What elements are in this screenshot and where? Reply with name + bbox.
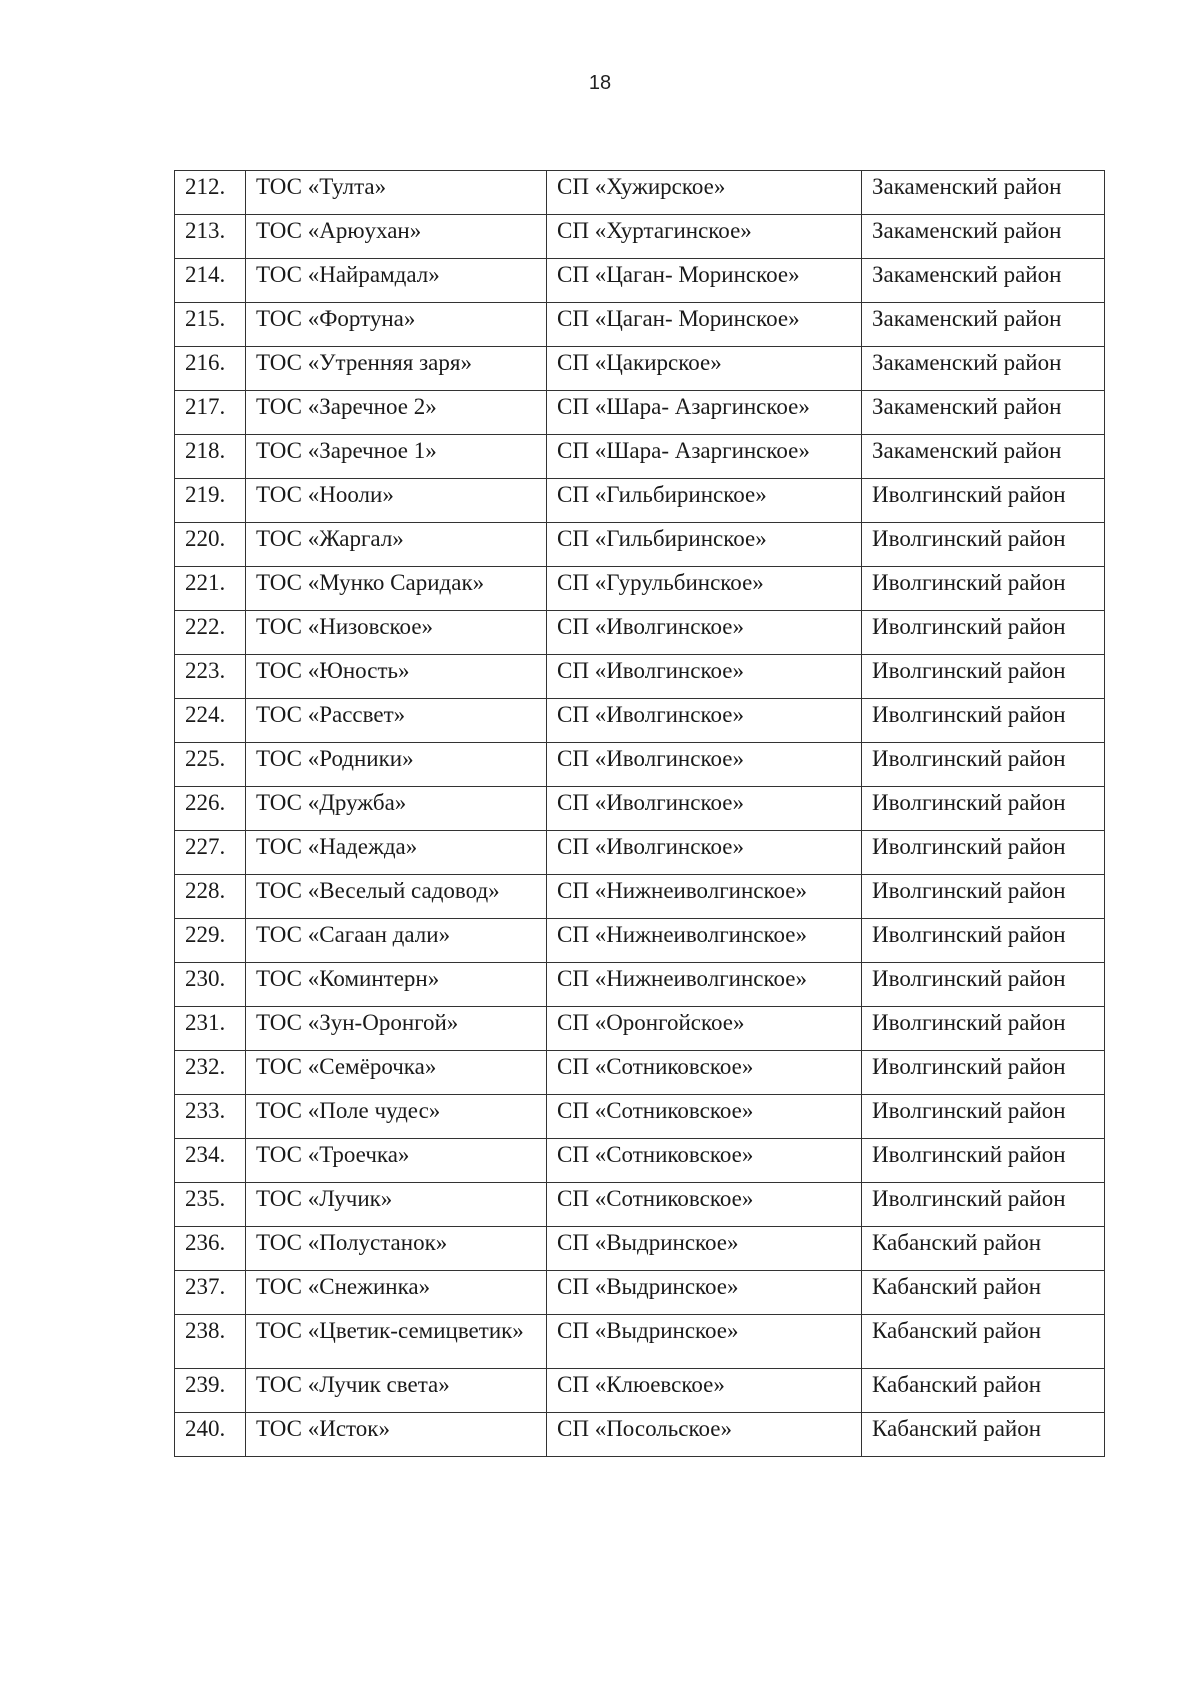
tos-name-cell: ТОС «Жаргал»	[246, 523, 547, 567]
settlement-cell: СП «Выдринское»	[547, 1227, 862, 1271]
table-row	[175, 347, 1105, 391]
table-row	[175, 699, 1105, 743]
settlement-cell: СП «Шара- Азаргинское»	[547, 391, 862, 435]
district-cell: Кабанский район	[862, 1413, 1105, 1457]
row-number-cell: 223.	[175, 655, 246, 699]
settlement-cell: СП «Выдринское»	[547, 1315, 862, 1369]
row-number-cell: 220.	[175, 523, 246, 567]
table-row	[175, 435, 1105, 479]
row-number-cell: 232.	[175, 1051, 246, 1095]
table-row	[175, 215, 1105, 259]
table-row	[175, 259, 1105, 303]
tos-name-cell: ТОС «Поле чудес»	[246, 1095, 547, 1139]
tos-name-cell: ТОС «Юность»	[246, 655, 547, 699]
district-cell: Кабанский район	[862, 1227, 1105, 1271]
table-row	[175, 1271, 1105, 1315]
table-row	[175, 919, 1105, 963]
row-number-cell: 235.	[175, 1183, 246, 1227]
row-number-cell: 225.	[175, 743, 246, 787]
row-number-cell: 230.	[175, 963, 246, 1007]
table-row	[175, 1315, 1105, 1369]
district-cell: Иволгинский район	[862, 875, 1105, 919]
row-number-cell: 217.	[175, 391, 246, 435]
tos-name-cell: ТОС «Родники»	[246, 743, 547, 787]
row-number-cell: 216.	[175, 347, 246, 391]
tos-name-cell: ТОС «Троечка»	[246, 1139, 547, 1183]
settlement-cell: СП «Хуртагинское»	[547, 215, 862, 259]
settlement-cell: СП «Иволгинское»	[547, 831, 862, 875]
table-row	[175, 523, 1105, 567]
tos-name-cell: ТОС «Снежинка»	[246, 1271, 547, 1315]
tos-name-cell: ТОС «Утренняя заря»	[246, 347, 547, 391]
tos-name-cell: ТОС «Арюухан»	[246, 215, 547, 259]
settlement-cell: СП «Шара- Азаргинское»	[547, 435, 862, 479]
page-number: 18	[588, 72, 612, 94]
settlement-cell: СП «Цаган- Моринское»	[547, 303, 862, 347]
district-cell: Иволгинский район	[862, 1007, 1105, 1051]
settlement-cell: СП «Сотниковское»	[547, 1183, 862, 1227]
settlement-cell: СП «Хужирское»	[547, 171, 862, 215]
district-cell: Иволгинский район	[862, 1051, 1105, 1095]
row-number-cell: 238.	[175, 1315, 246, 1369]
tos-registry-table	[174, 170, 1105, 1457]
settlement-cell: СП «Гильбиринское»	[547, 479, 862, 523]
settlement-cell: СП «Оронгойское»	[547, 1007, 862, 1051]
settlement-cell: СП «Сотниковское»	[547, 1139, 862, 1183]
settlement-cell: СП «Иволгинское»	[547, 611, 862, 655]
settlement-cell: СП «Посольское»	[547, 1413, 862, 1457]
row-number-cell: 215.	[175, 303, 246, 347]
tos-name-cell: ТОС «Мунко Саридак»	[246, 567, 547, 611]
district-cell: Закаменский район	[862, 391, 1105, 435]
district-cell: Кабанский район	[862, 1369, 1105, 1413]
tos-name-cell: ТОС «Дружба»	[246, 787, 547, 831]
row-number-cell: 233.	[175, 1095, 246, 1139]
district-cell: Закаменский район	[862, 215, 1105, 259]
row-number-cell: 234.	[175, 1139, 246, 1183]
tos-name-cell: ТОС «Фортуна»	[246, 303, 547, 347]
table-row	[175, 391, 1105, 435]
table-row	[175, 479, 1105, 523]
table-row	[175, 567, 1105, 611]
district-cell: Иволгинский район	[862, 919, 1105, 963]
row-number-cell: 219.	[175, 479, 246, 523]
tos-name-cell: ТОС «Надежда»	[246, 831, 547, 875]
table-row	[175, 1139, 1105, 1183]
tos-name-cell: ТОС «Исток»	[246, 1413, 547, 1457]
district-cell: Закаменский район	[862, 259, 1105, 303]
district-cell: Иволгинский район	[862, 567, 1105, 611]
table-row	[175, 655, 1105, 699]
district-cell: Иволгинский район	[862, 1183, 1105, 1227]
district-cell: Иволгинский район	[862, 743, 1105, 787]
tos-name-cell: ТОС «Низовское»	[246, 611, 547, 655]
settlement-cell: СП «Сотниковское»	[547, 1051, 862, 1095]
tos-name-cell: ТОС «Лучик света»	[246, 1369, 547, 1413]
row-number-cell: 228.	[175, 875, 246, 919]
tos-name-cell: ТОС «Веселый садовод»	[246, 875, 547, 919]
district-cell: Иволгинский район	[862, 831, 1105, 875]
settlement-cell: СП «Клюевское»	[547, 1369, 862, 1413]
table-row	[175, 743, 1105, 787]
settlement-cell: СП «Иволгинское»	[547, 699, 862, 743]
district-cell: Иволгинский район	[862, 1095, 1105, 1139]
row-number-cell: 224.	[175, 699, 246, 743]
settlement-cell: СП «Цаган- Моринское»	[547, 259, 862, 303]
table-row	[175, 171, 1105, 215]
tos-name-cell: ТОС «Цветик-семицветик»	[246, 1315, 547, 1369]
settlement-cell: СП «Гильбиринское»	[547, 523, 862, 567]
table-row	[175, 787, 1105, 831]
settlement-cell: СП «Цакирское»	[547, 347, 862, 391]
table-row	[175, 1095, 1105, 1139]
row-number-cell: 221.	[175, 567, 246, 611]
row-number-cell: 227.	[175, 831, 246, 875]
tos-name-cell: ТОС «Тулта»	[246, 171, 547, 215]
row-number-cell: 214.	[175, 259, 246, 303]
tos-name-cell: ТОС «Найрамдал»	[246, 259, 547, 303]
tos-name-cell: ТОС «Заречное 1»	[246, 435, 547, 479]
row-number-cell: 239.	[175, 1369, 246, 1413]
district-cell: Закаменский район	[862, 347, 1105, 391]
tos-name-cell: ТОС «Лучик»	[246, 1183, 547, 1227]
row-number-cell: 226.	[175, 787, 246, 831]
tos-name-cell: ТОС «Сагаан дали»	[246, 919, 547, 963]
table-row	[175, 611, 1105, 655]
district-cell: Закаменский район	[862, 303, 1105, 347]
table-row	[175, 1183, 1105, 1227]
row-number-cell: 229.	[175, 919, 246, 963]
settlement-cell: СП «Иволгинское»	[547, 743, 862, 787]
district-cell: Закаменский район	[862, 435, 1105, 479]
district-cell: Иволгинский район	[862, 655, 1105, 699]
table-row	[175, 1413, 1105, 1457]
table-row	[175, 1007, 1105, 1051]
settlement-cell: СП «Нижнеиволгинское»	[547, 875, 862, 919]
district-cell: Кабанский район	[862, 1271, 1105, 1315]
settlement-cell: СП «Иволгинское»	[547, 787, 862, 831]
tos-name-cell: ТОС «Семёрочка»	[246, 1051, 547, 1095]
district-cell: Иволгинский район	[862, 699, 1105, 743]
district-cell: Кабанский район	[862, 1315, 1105, 1369]
table-row	[175, 831, 1105, 875]
tos-name-cell: ТОС «Коминтерн»	[246, 963, 547, 1007]
tos-name-cell: ТОС «Нооли»	[246, 479, 547, 523]
table-row	[175, 303, 1105, 347]
row-number-cell: 236.	[175, 1227, 246, 1271]
district-cell: Иволгинский район	[862, 787, 1105, 831]
row-number-cell: 213.	[175, 215, 246, 259]
table-body	[175, 171, 1105, 1457]
settlement-cell: СП «Выдринское»	[547, 1271, 862, 1315]
row-number-cell: 237.	[175, 1271, 246, 1315]
table-row	[175, 1369, 1105, 1413]
table-row	[175, 1227, 1105, 1271]
table-row	[175, 875, 1105, 919]
tos-name-cell: ТОС «Полустанок»	[246, 1227, 547, 1271]
district-cell: Иволгинский район	[862, 1139, 1105, 1183]
district-cell: Иволгинский район	[862, 523, 1105, 567]
row-number-cell: 218.	[175, 435, 246, 479]
row-number-cell: 231.	[175, 1007, 246, 1051]
district-cell: Иволгинский район	[862, 479, 1105, 523]
table-row	[175, 963, 1105, 1007]
settlement-cell: СП «Нижнеиволгинское»	[547, 963, 862, 1007]
district-cell: Иволгинский район	[862, 963, 1105, 1007]
row-number-cell: 212.	[175, 171, 246, 215]
settlement-cell: СП «Сотниковское»	[547, 1095, 862, 1139]
row-number-cell: 222.	[175, 611, 246, 655]
settlement-cell: СП «Нижнеиволгинское»	[547, 919, 862, 963]
tos-name-cell: ТОС «Зун-Оронгой»	[246, 1007, 547, 1051]
tos-name-cell: ТОС «Заречное 2»	[246, 391, 547, 435]
tos-name-cell: ТОС «Рассвет»	[246, 699, 547, 743]
district-cell: Иволгинский район	[862, 611, 1105, 655]
district-cell: Закаменский район	[862, 171, 1105, 215]
row-number-cell: 240.	[175, 1413, 246, 1457]
settlement-cell: СП «Иволгинское»	[547, 655, 862, 699]
table-row	[175, 1051, 1105, 1095]
settlement-cell: СП «Гурульбинское»	[547, 567, 862, 611]
